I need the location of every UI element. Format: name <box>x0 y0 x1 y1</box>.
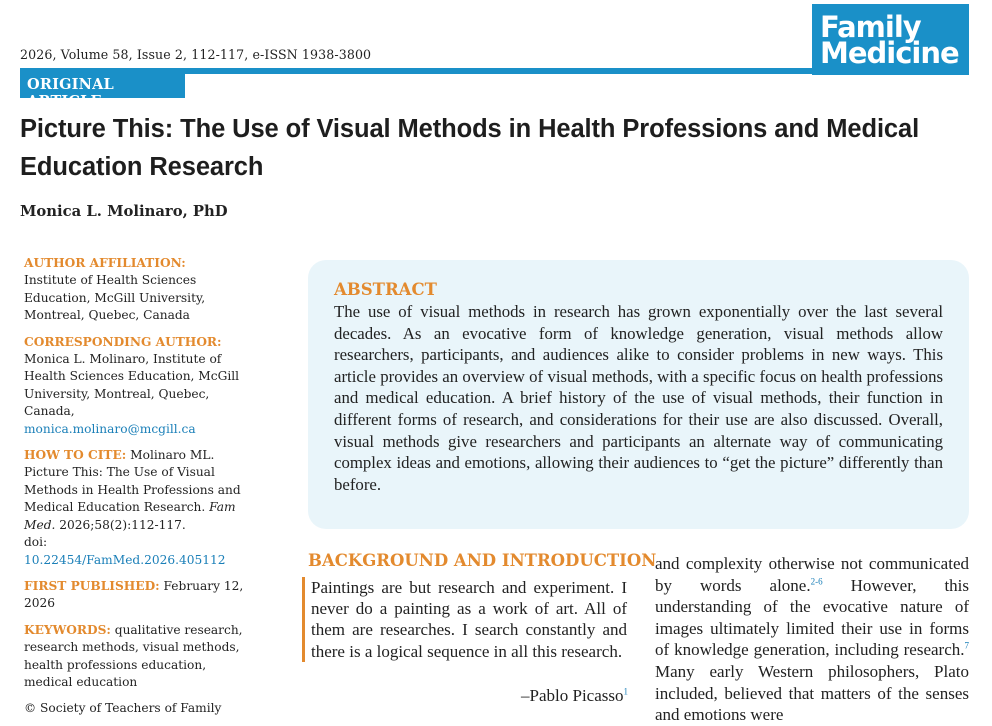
cite-label: HOW TO CITE: <box>24 448 127 463</box>
corresponding-label: CORRESPONDING AUTHOR: <box>24 334 222 349</box>
reference-2-6[interactable]: 2-6 <box>810 575 823 586</box>
abstract-heading: ABSTRACT <box>334 280 437 299</box>
article-type-badge: ORIGINAL ARTICLE <box>20 71 185 98</box>
body-column-2 <box>655 553 969 726</box>
published-date: February 12, 2026 <box>24 578 244 611</box>
logo-word-family: Family <box>820 9 921 44</box>
keywords-text: qualitative research, research methods, visual methods, health professions education, medical education <box>24 622 243 689</box>
abstract-text: The use of visual methods in research has grown exponentially over the last several decades. As an evocative form of knowledge generation, visual methods allow researchers, participants, and audiences alike to consider problems in new ways. This article provides an overview of visual methods, with a specific focus on health professions and medical education. A brief history of the use of visual methods, their function in different forms of research, and considerations for their use are also discussed. Overall, visual methods give researchers and participants an alternate way of communicating complex ideas and emotions, allowing their audiences to “get the picture” differently than before. <box>334 302 943 494</box>
corresponding-author-block <box>24 334 248 438</box>
article-title: Picture This: The Use of Visual Methods in Health Professions and Medical Education Research <box>20 115 920 181</box>
affiliation-text: Institute of Health Sciences Education, McGill University, Montreal, Quebec, Canada <box>24 273 206 323</box>
logo-word-medicine: Medicine <box>820 35 959 70</box>
family-medicine-logo <box>812 4 969 75</box>
published-label: FIRST PUBLISHED: <box>24 578 160 593</box>
cite-text: Molinaro ML. Picture This: The Use of Visual Methods in Health Professions and Medical Education Research. <box>24 448 241 515</box>
how-to-cite-block <box>24 447 248 569</box>
reference-1[interactable]: 1 <box>623 686 628 697</box>
affiliation-label: AUTHOR AFFILIATION: <box>24 256 186 270</box>
copyright-text: © Society of Teachers of Family <box>24 701 222 716</box>
article-info-sidebar <box>24 255 248 718</box>
epigraph-quote: Paintings are but research and experiment. I never do a painting as a work of art. All of them are researches. I search constantly and there is a logical sequence in all this research. <box>302 577 627 662</box>
section-heading-background: BACKGROUND AND INTRODUCTION <box>308 551 657 570</box>
keywords-block <box>24 622 248 692</box>
corresponding-text: Monica L. Molinaro, Institute of Health Sciences Education, McGill University, Montreal, Quebec, Canada, <box>24 352 240 419</box>
body-text-part1: and complexity otherwise not communicated by words alone. <box>655 554 969 595</box>
cite-journal: Fam Med. <box>24 500 236 532</box>
affiliation-block <box>24 255 248 325</box>
body-text-part3: Many early Western philosophers, Plato included, believed that matters of the senses and emotions were <box>655 661 969 725</box>
cite-issue: 2026;58(2):112-117. <box>59 517 186 532</box>
abstract-box <box>308 260 969 529</box>
body-text-part2: However, this understanding of the evocative nature of images ultimately limited their use in forms of knowledge generation, including research. <box>655 575 969 660</box>
doi-link[interactable]: 10.22454/FamMed.2026.405112 <box>24 552 226 567</box>
epigraph-author: –Pablo Picasso <box>521 686 624 705</box>
doi-prefix: doi: <box>24 535 48 550</box>
first-published-block <box>24 578 248 613</box>
keywords-label: KEYWORDS: <box>24 622 111 637</box>
epigraph-attribution <box>440 686 628 706</box>
journal-citation-line: 2026, Volume 58, Issue 2, 112-117, e-ISSN 1938-3800 <box>20 47 372 62</box>
author-byline: Monica L. Molinaro, PhD <box>20 203 228 220</box>
corresponding-email-link[interactable]: monica.molinaro@mcgill.ca <box>24 421 196 436</box>
reference-7[interactable]: 7 <box>964 640 969 651</box>
